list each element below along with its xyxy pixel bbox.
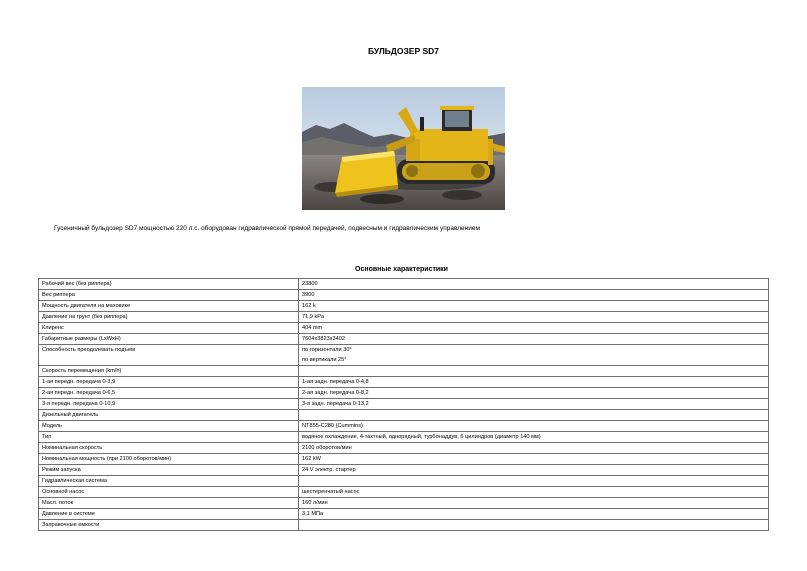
table-row xyxy=(39,290,769,301)
intro-text: Гусеничный бульдозер SD7 мощностью 220 л.с. оборудован гидравлической прямой передачей, подвесным и гидравлическим управлением xyxy=(54,225,480,232)
spec-value xyxy=(299,366,769,377)
spec-label: Давление в системе xyxy=(39,509,299,520)
specs-title: Основные характеристики xyxy=(355,266,448,273)
spec-value: 24 V электр. стартер xyxy=(299,465,769,476)
specs-table xyxy=(38,278,769,531)
spec-value xyxy=(299,476,769,487)
table-row xyxy=(39,465,769,476)
spec-value: 7604x3823x3402 xyxy=(299,334,769,345)
spec-value: 162 kW xyxy=(299,454,769,465)
spec-value: 71,9 kPa xyxy=(299,312,769,323)
spec-value: 2-ая задн. передача 0-8,2 xyxy=(299,388,769,399)
table-row xyxy=(39,487,769,498)
table-row xyxy=(39,509,769,520)
table-row xyxy=(39,399,769,410)
table-row xyxy=(39,345,769,366)
spec-label: Клиренс xyxy=(39,323,299,334)
table-row xyxy=(39,323,769,334)
spec-label: 2-ая передн. передача 0-6,5 xyxy=(39,388,299,399)
spec-label: Номинальная мощность (при 2100 оборотов/мин) xyxy=(39,454,299,465)
spec-label: Рабочий вес (без риппера) xyxy=(39,279,299,290)
spec-value: 162 k xyxy=(299,301,769,312)
spec-label: Масл. поток xyxy=(39,498,299,509)
table-row xyxy=(39,388,769,399)
spec-value xyxy=(299,520,769,531)
spec-value: 1-ая задн. передача 0-4,8 xyxy=(299,377,769,388)
spec-label: Дизельный двигатель xyxy=(39,410,299,421)
spec-label: Способность преодолевать подъем xyxy=(39,345,299,366)
spec-label: Режим запуска xyxy=(39,465,299,476)
spec-label: Давление на грунт (без риппера) xyxy=(39,312,299,323)
table-row xyxy=(39,520,769,531)
table-row xyxy=(39,312,769,323)
spec-label: Номинальная скорость xyxy=(39,443,299,454)
bulldozer-photo xyxy=(302,87,505,210)
spec-value: NT855-C280 (Cummins) xyxy=(299,421,769,432)
table-row xyxy=(39,334,769,345)
spec-value: 3900 xyxy=(299,290,769,301)
spec-label: Тип xyxy=(39,432,299,443)
table-row xyxy=(39,443,769,454)
spec-value: шестеренчатый насос xyxy=(299,487,769,498)
spec-value: водяное охлаждение, 4-тактный, однорядный, турбонаддув, 6 цилиндров (диаметр 140 мм) xyxy=(299,432,769,443)
spec-value: 404 mm xyxy=(299,323,769,334)
spec-value-multiline xyxy=(299,345,769,366)
spec-label: Гидравлическая система xyxy=(39,476,299,487)
spec-label: Скорость перемещения (km/h) xyxy=(39,366,299,377)
table-row xyxy=(39,421,769,432)
table-row xyxy=(39,432,769,443)
spec-label: Вес риппера xyxy=(39,290,299,301)
spec-label: Основной насос xyxy=(39,487,299,498)
table-row xyxy=(39,498,769,509)
spec-value: 3-я задн. передача 0-13,2 xyxy=(299,399,769,410)
spec-value: 23800 xyxy=(299,279,769,290)
table-row xyxy=(39,366,769,377)
spec-value: 160 л/мин xyxy=(299,498,769,509)
table-row xyxy=(39,301,769,312)
spec-label: Мощность двигателя на маховике xyxy=(39,301,299,312)
spec-value: 2100 оборотов/мин xyxy=(299,443,769,454)
table-row xyxy=(39,279,769,290)
spec-value-line: по вертикали 25° xyxy=(302,357,347,363)
spec-value: 3,1 МПа xyxy=(299,509,769,520)
spec-label: Модель xyxy=(39,421,299,432)
spec-value-line: по горизонтали 30° xyxy=(302,347,352,353)
spec-value xyxy=(299,410,769,421)
spec-label: Заправочные емкости xyxy=(39,520,299,531)
table-row xyxy=(39,377,769,388)
table-row xyxy=(39,410,769,421)
table-row xyxy=(39,476,769,487)
spec-label: Габаритные размеры (LxWxH) xyxy=(39,334,299,345)
table-row xyxy=(39,454,769,465)
page-title: БУЛЬДОЗЕР SD7 xyxy=(367,46,440,56)
spec-label: 3-я передн. передача 0-10,9 xyxy=(39,399,299,410)
spec-label: 1-ая передн. передача 0-3,9 xyxy=(39,377,299,388)
